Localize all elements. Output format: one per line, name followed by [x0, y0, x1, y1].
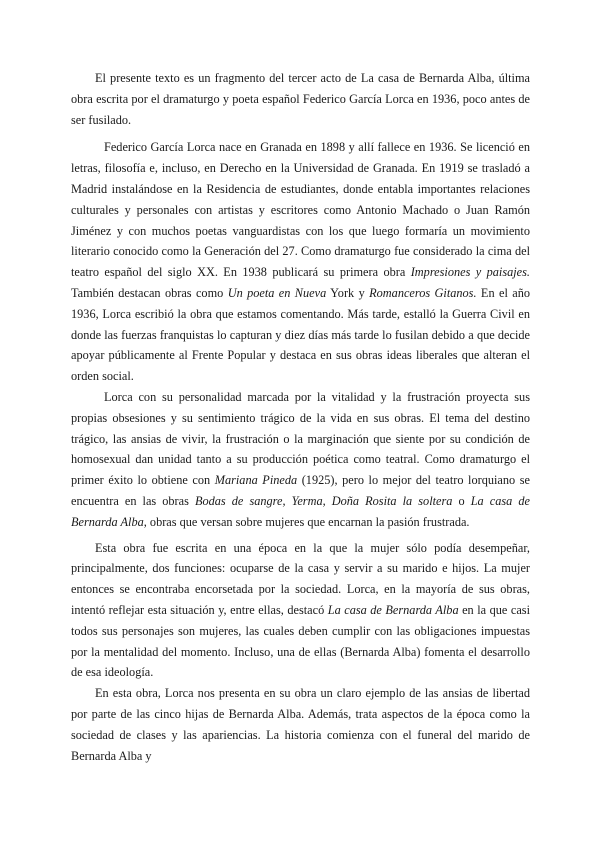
text-segment: En esta obra, Lorca nos presenta en su obra un claro ejemplo de las ansias de libertad por parte de las cinco hijas de Bernarda Alba. Además, trata aspectos de la época como la sociedad de clases y las apariencias. La historia comienza con el funeral del marido de Bernarda Alba y: [71, 686, 530, 763]
work-title: Romanceros Gitanos.: [369, 285, 477, 300]
text-segment: Federico García Lorca nace en Granada en 1898 y allí fallece en 1936. Se licenció en letras, filosofía e, incluso, en Derecho en la Universidad de Granada. En 1919 se trasladó a Madrid instalándose en la Residencia de estudiantes, donde entabla importantes relaciones culturales y personales con artistas y escritores como Antonio Machado o Juan Ramón Jiménez y con muchos poetas vanguardistas con los que luego formaría un movimiento literario conocido como la Generación del 27. Como dramaturgo fue considerado la cima del teatro español del siglo XX. En 1938 publicará su primera obra: [71, 140, 530, 280]
work-title: La casa de Bernarda Alba: [71, 493, 530, 529]
paragraph-biography: [71, 137, 530, 387]
work-title: Mariana Pineda: [214, 473, 298, 488]
work-title: Bodas de sangre, Yerma, Doña Rosita la soltera: [194, 493, 453, 508]
work-title: Impresiones y paisajes.: [410, 265, 530, 280]
text-segment: o: [452, 493, 471, 508]
paragraph-intro: [71, 68, 530, 130]
paragraph-themes: [71, 387, 530, 533]
document-page: [71, 68, 530, 766]
text-segment: Lorca con su personalidad marcada por la vitalidad y la frustración proyecta sus propias obsesiones y su sentimiento trágico de la vida en sus obras. El tema del destino trágico, las ansias de vivir, la frustración o la marginación que siente por su condición de homosexual dan unidad tanto a su producción poética como teatral. Como dramaturgo el primer éxito lo obtiene con: [71, 389, 530, 488]
text-segment: en la que casi todos sus personajes son mujeres, las cuales deben cumplir con las obligaciones impuestas por la mentalidad del momento. Incluso, una de ellas (Bernarda Alba) fomenta el desarrollo de esa ideología.: [71, 602, 530, 680]
paragraph-plot: [71, 683, 530, 766]
text-segment: (1925), pero lo mejor del teatro lorquiano se encuentra en las obras: [71, 473, 530, 508]
text-segment: También destacan obras como: [71, 285, 228, 300]
text-segment: Esta obra fue escrita en una época en la que la mujer sólo podía desempeñar, principalmente, dos funciones: ocuparse de la casa y servir a su marido e hijos. La mujer entonces se encontraba encorsetada por la sociedad. Lorca, en la mayoría de sus obras, intentó reflejar esta situación y, entre ellas, destacó: [71, 540, 530, 617]
text-segment: En el año 1936, Lorca escribió la obra que estamos comentando. Más tarde, estalló la Guerra Civil en donde las fuerzas franquistas lo capturan y diez días más tarde lo fusilan debido a que decide apoyar públicamente al Frente Popular y destaca en sus obras ideas liberales que alteran el orden social.: [71, 285, 530, 384]
work-title: Un poeta en Nueva: [227, 285, 327, 300]
text-segment: York y: [326, 285, 370, 300]
text-segment: El presente texto es un fragmento del tercer acto de La casa de Bernarda Alba, última obra escrita por el dramaturgo y poeta español Federico García Lorca en 1936, poco antes de ser fusilado.: [71, 71, 530, 127]
paragraph-context: [71, 538, 530, 684]
work-title: La casa de Bernarda Alba: [327, 602, 459, 617]
text-segment: , obras que versan sobre mujeres que encarnan la pasión frustrada.: [143, 514, 470, 529]
